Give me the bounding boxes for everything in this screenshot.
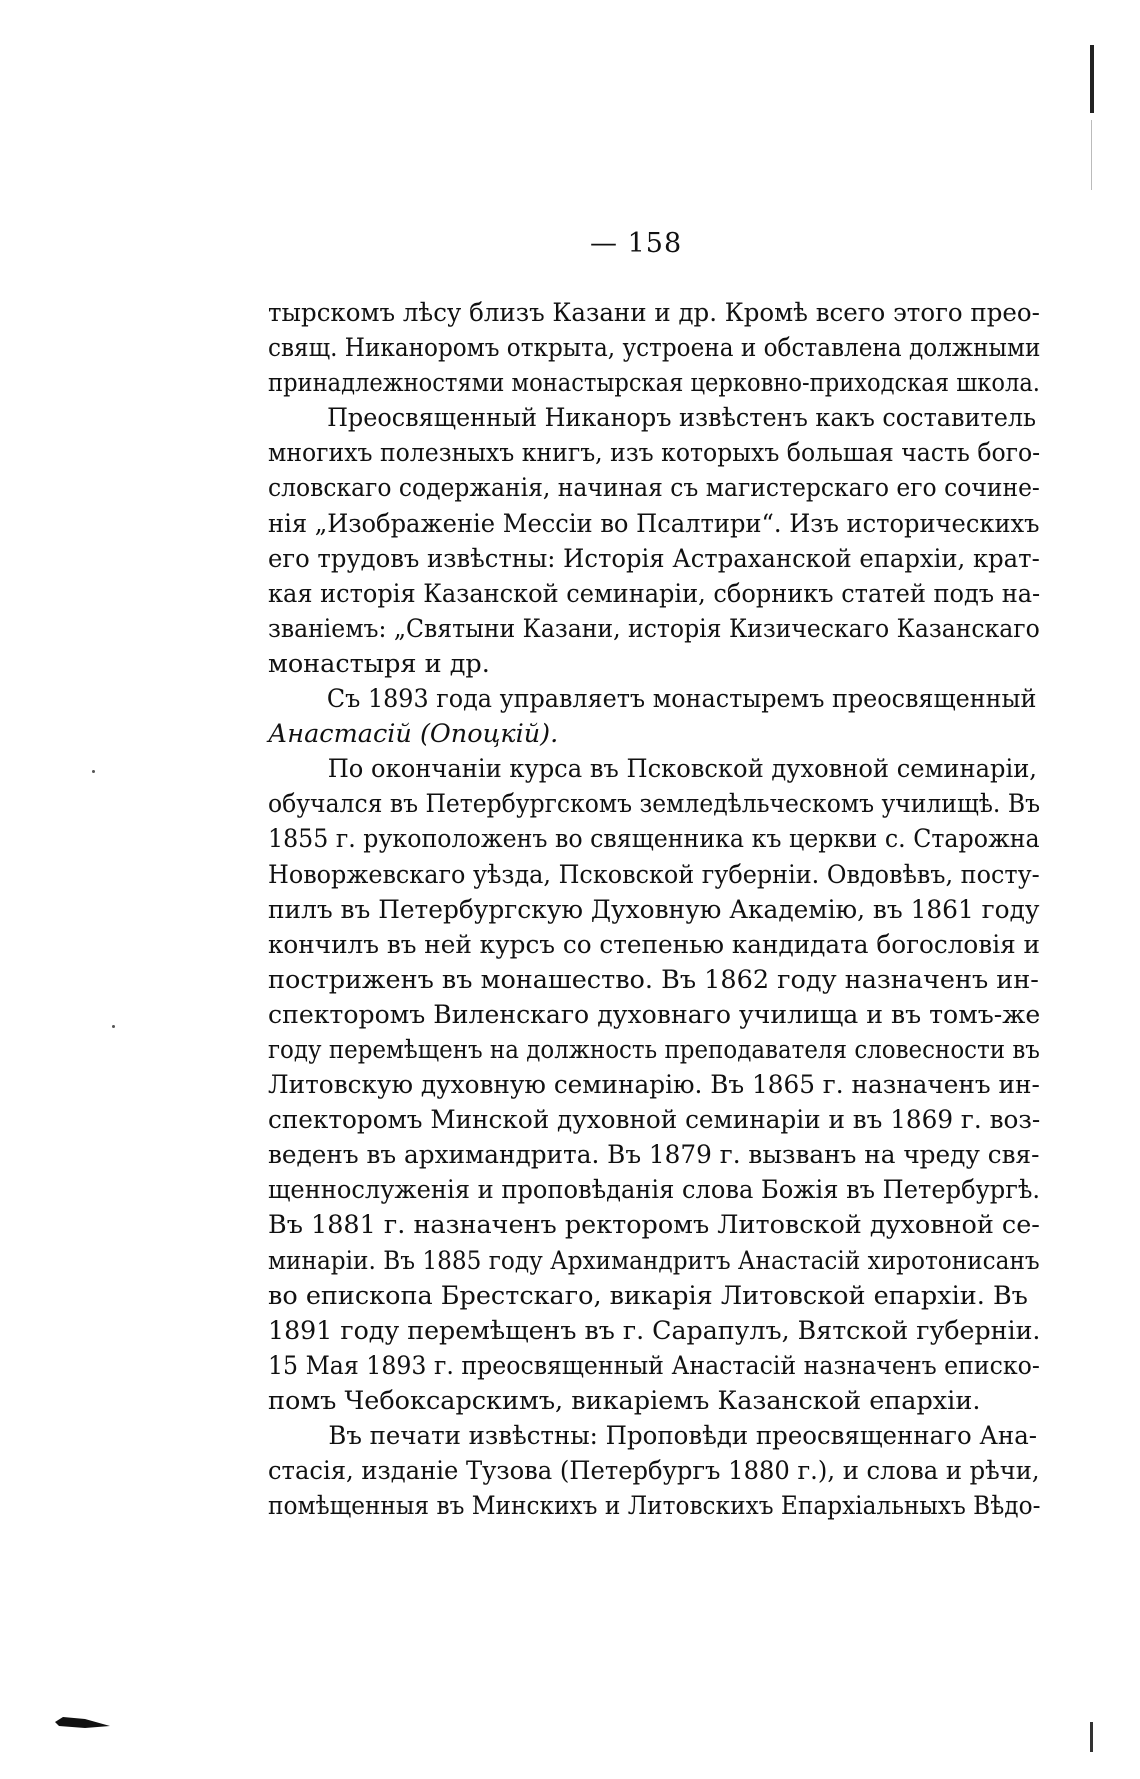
scan-speck — [112, 1025, 115, 1028]
text-line: 1855 г. рукоположенъ во священника къ церкви с. Старожна — [268, 824, 1040, 855]
paragraph — [268, 401, 1040, 682]
text-line: По окончаніи курса въ Псковской духовной семинаріи, — [327, 754, 1037, 785]
scan-edge-mark — [1090, 1722, 1093, 1752]
text-line: щеннослуженія и проповѣданія слова Божія въ Петербургѣ. — [268, 1175, 1041, 1206]
scan-speck — [92, 770, 95, 773]
paragraph — [268, 682, 1040, 752]
text-line: тырскомъ лѣсу близъ Казани и др. Кромѣ всего этого прео- — [268, 298, 1040, 328]
text-line: Литовскую духовную семинарію. Въ 1865 г. назначенъ ин- — [268, 1070, 1040, 1101]
scan-edge-mark — [1091, 120, 1092, 190]
scan-corner-mark — [55, 1714, 110, 1730]
text-line: Новоржевскаго уѣзда, Псковской губерніи. Овдовѣвъ, посту- — [268, 859, 1040, 890]
body-text — [268, 296, 1040, 1524]
paragraph — [268, 296, 1040, 401]
text-line: нія „Изображеніе Мессіи во Псалтири“. Изъ историческихъ — [268, 508, 1040, 539]
text-line: спекторомъ Минской духовной семинаріи и въ 1869 г. воз- — [268, 1105, 1041, 1136]
text-line: кая исторія Казанской семинаріи, сборникъ статей подъ на- — [268, 578, 1041, 609]
text-line: его трудовъ извѣстны: Исторія Астраханской епархіи, крат- — [268, 543, 1040, 574]
text-line: помѣщенныя въ Минскихъ и Литовскихъ Епархіальныхъ Вѣдо- — [268, 1491, 1041, 1522]
text-line: минаріи. Въ 1885 году Архимандритъ Анастасій хиротонисанъ — [268, 1245, 1040, 1276]
text-line: спекторомъ Виленскаго духовнаго училища и въ томъ-же — [268, 999, 1041, 1030]
text-line: словскаго содержанія, начиная съ магистерскаго его сочине- — [268, 473, 1040, 504]
text-line: свящ. Никаноромъ открыта, устроена и обставлена должными — [268, 333, 1041, 364]
text-line: Съ 1893 года управляетъ монастыремъ преосвященный — [326, 684, 1037, 715]
text-line: многихъ полезныхъ книгъ, изъ которыхъ большая часть бого- — [268, 438, 1041, 469]
text-line: кончилъ въ ней курсъ со степенью кандидата богословія и — [268, 929, 1040, 960]
scan-edge-mark — [1090, 45, 1094, 113]
text-line: помъ Чебоксарскимъ, викаріемъ Казанской епархіи. — [268, 1385, 981, 1416]
paragraph — [268, 752, 1040, 1419]
text-line: постриженъ въ монашество. Въ 1862 году назначенъ ин- — [268, 964, 1039, 995]
page-number: — 158 — [590, 228, 683, 259]
text-line: Въ печати извѣстны: Проповѣди преосвященнаго Ана- — [328, 1421, 1038, 1451]
text-line: принадлежностями монастырская церковно-приходская школа. — [268, 368, 1040, 399]
text-line: пилъ въ Петербургскую Духовную Академію, въ 1861 году — [268, 894, 1040, 925]
text-line: веденъ въ архимандрита. Въ 1879 г. вызванъ на чреду свя- — [268, 1140, 1040, 1171]
text-line: званіемъ: „Святыни Казани, исторія Кизическаго Казанскаго — [268, 613, 1040, 644]
text-line: 1891 году перемѣщенъ въ г. Сарапулъ, Вятской губерніи. — [268, 1315, 1041, 1346]
text-line: Анастасій (Опоцкій). — [268, 719, 559, 750]
text-line: стасія, изданіе Тузова (Петербургъ 1880 г.), и слова и рѣчи, — [268, 1456, 1040, 1487]
text-line: монастыря и др. — [268, 648, 490, 679]
text-line: обучался въ Петербургскомъ земледѣльческомъ училищѣ. Въ — [268, 789, 1041, 820]
text-line: 15 Мая 1893 г. преосвященный Анастасій назначенъ еписко- — [268, 1350, 1040, 1381]
text-line: Въ 1881 г. назначенъ ректоромъ Литовской духовной се- — [268, 1210, 1040, 1241]
paragraph — [268, 1419, 1040, 1524]
text-line: году перемѣщенъ на должность преподавателя словесности въ — [268, 1034, 1040, 1065]
text-line: Преосвященный Никаноръ извѣстенъ какъ составитель — [327, 403, 1037, 434]
text-line: во епископа Брестскаго, викарія Литовской епархіи. Въ — [268, 1280, 1028, 1311]
